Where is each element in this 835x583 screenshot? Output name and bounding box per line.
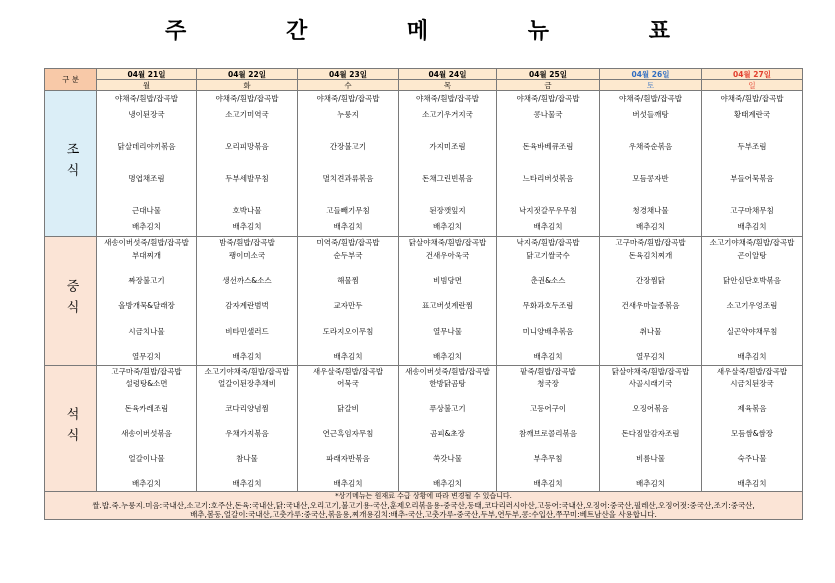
- dish-item: 어묵국: [337, 379, 359, 389]
- dish-item: [600, 187, 701, 203]
- dish-item: 황태계란국: [733, 110, 771, 119]
- dish-item: 닭고기쌀국수: [526, 250, 570, 260]
- dish-item: 야채죽/흰밥/잡곡밥: [215, 94, 279, 103]
- dish-item: 고등어구이: [529, 404, 567, 414]
- dish-item: [399, 440, 496, 452]
- dish-item: [702, 440, 802, 452]
- meal-row: [45, 91, 803, 237]
- dish-item: [399, 288, 496, 301]
- dish-item: [702, 288, 802, 301]
- dish-item: 배추김치: [433, 478, 462, 488]
- dish-item: [497, 262, 599, 275]
- dish-item: [600, 465, 701, 477]
- dish-item: 비름나물: [636, 453, 665, 463]
- dish-item: [702, 155, 802, 171]
- dish-item: 순두부국: [333, 250, 363, 260]
- dish-item: 부추무침: [533, 453, 563, 463]
- dish-item: [600, 440, 701, 452]
- dish-item: 야채죽/흰밥/잡곡밥: [618, 94, 682, 103]
- dish-item: 야채죽/흰밥/잡곡밥: [720, 94, 784, 103]
- dish-item: 소고기우거지국: [422, 110, 473, 119]
- header-weekday: 월: [97, 80, 197, 91]
- dish-item: 고구마죽/흰밥/잡곡밥: [111, 367, 182, 376]
- menu-cell: [399, 237, 497, 366]
- dish-item: [298, 465, 398, 477]
- dish-item: 배추김치: [737, 478, 767, 488]
- meal-label-text: 조식: [63, 141, 79, 184]
- dish-item: [399, 155, 496, 171]
- dish-item: [298, 391, 398, 403]
- menu-cell: [600, 366, 702, 492]
- menu-cell: [197, 91, 298, 237]
- dish-item: [197, 288, 297, 301]
- dish-item: 감자계란범벅: [225, 301, 269, 311]
- header-weekday: 목: [399, 80, 497, 91]
- dish-item: [497, 440, 599, 452]
- dish-item: 콩나물국: [533, 110, 563, 119]
- dish-item: [97, 391, 196, 403]
- menu-cell: [702, 91, 803, 237]
- dish-item: 참나물: [236, 453, 258, 463]
- dish-item: [399, 391, 496, 403]
- dish-item: 돈다짐알감자조림: [621, 428, 680, 438]
- dish-item: 짜장불고기: [128, 276, 165, 286]
- dish-item: 숙주나물: [737, 453, 767, 463]
- dish-item: [298, 187, 398, 203]
- dish-item: 모듬콩자반: [632, 174, 669, 183]
- dish-item: 새송이버섯볶음: [121, 428, 172, 438]
- dish-item: [702, 416, 802, 428]
- dish-item: 야채죽/흰밥/잡곡밥: [516, 94, 580, 103]
- dish-item: 된장깻잎지: [429, 206, 466, 215]
- dish-item: 새우살죽/흰밥/잡곡밥: [312, 367, 384, 376]
- dish-item: 건새우마늘종볶음: [621, 301, 680, 311]
- dish-item: [702, 391, 802, 403]
- dish-item: [298, 123, 398, 139]
- dish-item: 간장불고기: [329, 142, 367, 151]
- dish-item: 소고기미역국: [225, 110, 269, 119]
- dish-item: [97, 123, 196, 139]
- origin-notice: [45, 492, 803, 520]
- dish-item: 돈육카레조림: [124, 404, 169, 414]
- dish-item: 곤이알탕: [737, 250, 767, 260]
- dish-item: 쑥갓나물: [433, 453, 462, 463]
- dish-item: [399, 187, 496, 203]
- dish-item: 누룽지: [337, 110, 359, 119]
- dish-item: [97, 313, 196, 326]
- dish-item: 소고기야채죽/흰밥/잡곡밥: [204, 367, 290, 376]
- dish-item: 교자만두: [333, 301, 363, 311]
- dish-item: [497, 339, 599, 352]
- dish-item: 미역죽/흰밥/잡곡밥: [316, 238, 380, 247]
- dish-item: [197, 155, 297, 171]
- header-date: 04월 21일: [97, 69, 197, 80]
- dish-item: 고들빼기무침: [326, 206, 370, 215]
- dish-item: 오징어볶음: [632, 404, 669, 414]
- header-weekday: 토: [600, 80, 702, 91]
- dish-item: 배추김치: [232, 222, 262, 231]
- dish-item: [298, 313, 398, 326]
- header-date: 04월 27일: [702, 69, 803, 80]
- meal-row: [45, 366, 803, 492]
- dish-item: 고구마죽/흰밥/잡곡밥: [615, 238, 686, 247]
- dish-item: 파래자반볶음: [326, 453, 370, 463]
- dish-item: 명엽채조림: [128, 174, 165, 183]
- dish-item: [399, 313, 496, 326]
- dish-item: 배추김치: [533, 478, 563, 488]
- dish-item: 낙지젓갈무우무침: [519, 206, 577, 215]
- dish-item: 청국장: [537, 379, 559, 389]
- dish-item: 배추김치: [232, 352, 262, 362]
- menu-cell: [399, 91, 497, 237]
- dish-item: [702, 123, 802, 139]
- header-weekday: 수: [298, 80, 399, 91]
- dish-item: [197, 391, 297, 403]
- dish-item: 배추김치: [333, 222, 363, 231]
- dish-item: 낙지죽/흰밥/잡곡밥: [516, 238, 580, 247]
- header-date: 04월 24일: [399, 69, 497, 80]
- dish-item: [497, 187, 599, 203]
- dish-item: 모듬쌈&쌈장: [730, 428, 774, 438]
- menu-cell: [298, 366, 399, 492]
- dish-item: [497, 416, 599, 428]
- dish-item: 우채가지볶음: [225, 428, 269, 438]
- dish-item: 야채죽/흰밥/잡곡밥: [316, 94, 380, 103]
- dish-item: [197, 339, 297, 352]
- dish-item: 도라지오이무침: [322, 326, 374, 336]
- dish-item: [298, 288, 398, 301]
- menu-cell: [399, 366, 497, 492]
- dish-item: [399, 465, 496, 477]
- dish-item: 닭안심단호박볶음: [723, 276, 781, 286]
- meal-label-text: 중식: [63, 279, 79, 321]
- dish-item: 시금치나물: [128, 326, 165, 336]
- header-date: 04월 22일: [197, 69, 298, 80]
- dish-item: 고구마채무침: [730, 206, 774, 215]
- dish-item: 실곤약야채무침: [726, 326, 778, 336]
- dish-item: 올방개묵&달래장: [118, 301, 175, 311]
- dish-item: 새우살죽/흰밥/잡곡밥: [716, 367, 788, 376]
- dish-item: 청경채나물: [632, 206, 669, 215]
- dish-item: [702, 313, 802, 326]
- dish-item: [600, 416, 701, 428]
- dish-item: [399, 416, 496, 428]
- dish-item: 비타민샐러드: [225, 326, 269, 336]
- dish-item: 느타리버섯볶음: [522, 174, 574, 183]
- dish-item: 시금치된장국: [730, 379, 774, 389]
- dish-item: [399, 262, 496, 275]
- menu-cell: [497, 237, 600, 366]
- dish-item: 생선까스&소스: [222, 276, 272, 286]
- origin-line: 배추,봄동,얼갈이:국내산,고춧가루:중국산,볶음용,찌개용김치:배추-국산,고춧가루-중국산,두부,연두부,콩:수입산,쭈꾸미:베트남산을 사용합니다.: [190, 510, 657, 519]
- dish-item: 배추김치: [636, 222, 665, 231]
- dish-item: 돈채그린빈볶음: [422, 174, 473, 183]
- dish-item: 배추김치: [132, 478, 161, 488]
- meal-label: [45, 237, 97, 366]
- dish-item: [197, 416, 297, 428]
- dish-item: [702, 465, 802, 477]
- dish-item: 야채죽/흰밥/잡곡밥: [415, 94, 479, 103]
- dish-item: 배추김치: [533, 222, 563, 231]
- menu-cell: [298, 237, 399, 366]
- meal-label: [45, 366, 97, 492]
- dish-item: 건새우아욱국: [425, 250, 470, 260]
- dish-item: [298, 262, 398, 275]
- dish-item: 참깨브로콜리볶음: [519, 428, 577, 438]
- menu-cell: [702, 237, 803, 366]
- dish-item: 야채죽/흰밥/잡곡밥: [114, 94, 178, 103]
- dish-item: [97, 416, 196, 428]
- dish-item: [97, 440, 196, 452]
- menu-cell: [197, 237, 298, 366]
- dish-item: 배추김치: [333, 352, 363, 362]
- menu-cell: [702, 366, 803, 492]
- page-title: 주 간 메 뉴 표: [165, 19, 716, 44]
- dish-item: 코다리양념찜: [225, 404, 269, 414]
- dish-item: [399, 123, 496, 139]
- menu-cell: [600, 91, 702, 237]
- header-weekday: 일: [702, 80, 803, 91]
- notice-headline: *상기메뉴는 원재료 수급 상황에 따라 변경될 수 있습니다.: [335, 492, 512, 500]
- dish-item: [399, 339, 496, 352]
- dish-item: 팥죽/흰밥/잡곡밥: [520, 367, 576, 376]
- dish-item: [497, 288, 599, 301]
- dish-item: 미니양배추볶음: [522, 326, 574, 336]
- dish-item: [97, 339, 196, 352]
- dish-item: 한방닭곰탕: [429, 379, 466, 389]
- dish-item: 무화과호두조림: [522, 301, 574, 311]
- dish-item: 열무김치: [132, 352, 161, 362]
- dish-item: [298, 416, 398, 428]
- dish-item: 배추김치: [433, 352, 462, 362]
- dish-item: 닭살야채죽/흰밥/잡곡밥: [408, 238, 487, 247]
- dish-item: 두부세발무침: [225, 174, 269, 183]
- dish-item: 가지미조림: [429, 142, 466, 151]
- dish-item: 버섯들깨탕: [632, 110, 669, 119]
- dish-item: 연근흑임자무침: [322, 428, 374, 438]
- dish-item: [197, 313, 297, 326]
- dish-item: 얼갈이나물: [128, 453, 165, 463]
- dish-item: 설렁탕&소면: [125, 379, 168, 389]
- dish-item: [197, 465, 297, 477]
- dish-item: 배추김치: [333, 478, 363, 488]
- dish-item: 닭살데리야끼볶음: [117, 142, 176, 151]
- dish-item: [497, 391, 599, 403]
- dish-item: [97, 262, 196, 275]
- dish-item: 해물찜: [337, 276, 359, 286]
- weekly-menu-table: [44, 68, 803, 520]
- header-date: 04월 25일: [497, 69, 600, 80]
- dish-item: [497, 123, 599, 139]
- dish-item: [197, 187, 297, 203]
- menu-cell: [97, 91, 197, 237]
- dish-item: 돈육바베큐조림: [522, 142, 574, 151]
- meal-row: [45, 237, 803, 366]
- dish-item: 우채죽순볶음: [628, 142, 673, 151]
- dish-item: 춘권&소스: [530, 276, 566, 286]
- dish-item: 곰피&초장: [430, 428, 465, 438]
- dish-item: [298, 155, 398, 171]
- menu-cell: [97, 366, 197, 492]
- dish-item: 부대찌개: [132, 250, 161, 260]
- dish-item: [298, 440, 398, 452]
- dish-item: 오리피망볶음: [225, 142, 269, 151]
- dish-item: [702, 262, 802, 275]
- dish-item: [197, 123, 297, 139]
- dish-item: 부들어묵볶음: [730, 174, 774, 183]
- dish-item: [600, 313, 701, 326]
- dish-item: [298, 339, 398, 352]
- dish-item: [497, 155, 599, 171]
- dish-item: 소고기야채죽/흰밥/잡곡밥: [709, 238, 795, 247]
- menu-cell: [197, 366, 298, 492]
- dish-item: [600, 288, 701, 301]
- dish-item: 멸치견과류볶음: [322, 174, 374, 183]
- dish-item: 새송이버섯죽/흰밥/잡곡밥: [405, 367, 490, 376]
- dish-item: [97, 288, 196, 301]
- dish-item: 표고버섯계란찜: [422, 301, 473, 311]
- dish-item: [600, 391, 701, 403]
- dish-item: 간장찜닭: [636, 276, 665, 286]
- dish-item: [600, 123, 701, 139]
- menu-cell: [497, 91, 600, 237]
- dish-item: [197, 440, 297, 452]
- meal-label-text: 석식: [63, 406, 79, 449]
- dish-item: 소고기우엉조림: [726, 301, 778, 311]
- dish-item: 닭갈비: [337, 404, 359, 414]
- dish-item: [97, 187, 196, 203]
- dish-item: 사골시래기국: [628, 379, 673, 389]
- meal-label: [45, 91, 97, 237]
- dish-item: 배추김치: [737, 352, 767, 362]
- dish-item: [600, 339, 701, 352]
- menu-cell: [497, 366, 600, 492]
- menu-cell: [600, 237, 702, 366]
- dish-item: 새송이버섯죽/흰밥/잡곡밥: [104, 238, 189, 247]
- dish-item: [702, 187, 802, 203]
- dish-item: 배추김치: [533, 352, 563, 362]
- dish-item: 배추김치: [433, 222, 462, 231]
- dish-item: [97, 155, 196, 171]
- dish-item: 근대나물: [132, 206, 161, 215]
- header-date: 04월 26일: [600, 69, 702, 80]
- dish-item: 제육볶음: [737, 404, 767, 414]
- dish-item: 배추김치: [132, 222, 161, 231]
- dish-item: [197, 262, 297, 275]
- dish-item: [97, 465, 196, 477]
- header-date: 04월 23일: [298, 69, 399, 80]
- dish-item: 얼갈이된장추채비: [218, 379, 276, 389]
- dish-item: 푸상불고기: [429, 404, 466, 414]
- origin-line: 쌀.밥.죽.누룽지.미음:국내산,소고기:호주산,돈육:국내산,닭:국내산,오리고기,불고기용-국산,훈제오리볶음용-중국산,동태,코다리러시아산,고등어:국내산,오징어:중국산,필레산,오징어젓:중국산,조기:중국산,: [92, 501, 755, 510]
- dish-item: 팽이미소국: [228, 250, 266, 260]
- menu-cell: [97, 237, 197, 366]
- dish-item: [600, 155, 701, 171]
- header-weekday: 화: [197, 80, 298, 91]
- dish-item: 돈육김치찌개: [628, 250, 673, 260]
- header-weekday: 금: [497, 80, 600, 91]
- dish-item: [497, 465, 599, 477]
- dish-item: 열무김치: [636, 352, 665, 362]
- dish-item: [702, 339, 802, 352]
- dish-item: 취나물: [639, 326, 662, 336]
- dish-item: 열무나물: [433, 326, 462, 336]
- dish-item: 배추김치: [232, 478, 262, 488]
- corner-label: 구 분: [45, 69, 97, 91]
- dish-item: 호박나물: [232, 206, 262, 215]
- dish-item: 비빔당면: [433, 276, 462, 286]
- dish-item: 냉이된장국: [128, 110, 165, 119]
- dish-item: 배추김치: [636, 478, 665, 488]
- dish-item: [600, 262, 701, 275]
- dish-item: 밤죽/흰밥/잡곡밥: [219, 238, 275, 247]
- menu-cell: [298, 91, 399, 237]
- dish-item: 배추김치: [737, 222, 767, 231]
- dish-item: 두부조림: [737, 142, 767, 151]
- dish-item: 닭살야채죽/흰밥/잡곡밥: [611, 367, 690, 376]
- dish-item: [497, 313, 599, 326]
